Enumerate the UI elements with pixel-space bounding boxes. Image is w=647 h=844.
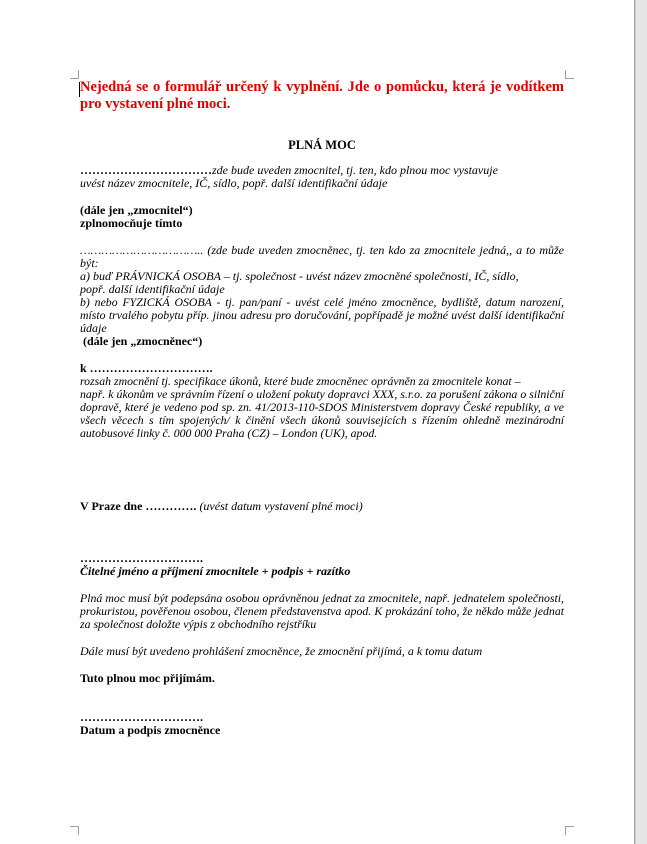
place-date-label: V Praze dne …………. — [80, 499, 197, 513]
scope-line-3: dopravě, které je vedeno pod sp. zn. 41/2013-110-SDOS Ministerstvem dopravy České republiky, a ve — [80, 400, 564, 414]
agent-hint: (zde bude uveden zmocněnec, tj. ten kdo za zmocnitele jedná,, a to může — [207, 243, 564, 257]
scope-line-5: autobusové linky č. 000 000 Praha (CZ) – London (UK), apod. — [80, 426, 378, 440]
principal-alias: (dále jen „zmocnitel“) — [80, 203, 193, 217]
principal-hint: zde bude uveden zmocnitel, tj. ten, kdo plnou moc vystavuje — [212, 163, 498, 177]
crop-mark-top-left — [70, 70, 79, 79]
document-title: PLNÁ MOC — [288, 138, 356, 152]
agent-option-a: a) buď PRÁVNICKÁ OSOBA – tj. společnost - uvést název zmocněné společnosti, IČ, sídlo, — [80, 269, 519, 283]
scope-line-4: všech věcech s tím spojených/ k činění všech úkonů souvisejících s řízením ohledně mezinárodní — [80, 413, 564, 427]
scrollbar-edge[interactable] — [636, 0, 647, 844]
place-date-line — [80, 500, 564, 513]
note1-line-3: za společnost doložte výpis z obchodního rejstříku — [80, 617, 317, 631]
agent-option-b-2: místo trvalého pobytu příp. jinou adresu pro doručování, popřípadě je možné uvést další identifikační — [80, 308, 564, 322]
scope-prefix: k …………………………. — [80, 361, 213, 375]
document-body[interactable] — [80, 79, 564, 737]
agent-signature-dots: …………………………. — [80, 710, 203, 724]
crop-mark-bottom-right — [565, 826, 574, 835]
agent-line — [80, 244, 564, 257]
note1-line-1: Plná moc musí být podepsána osobou oprávněnou jednat za zmocnitele, např. jednatelem společnosti, — [80, 591, 564, 605]
authorizes-text: zplnomocňuje tímto — [80, 216, 183, 230]
note2-text: Dále musí být uvedeno prohlášení zmocněnce, že zmocnění přijímá, a k tomu datum — [80, 644, 483, 658]
agent-signature-label: Datum a podpis zmocněnce — [80, 723, 221, 737]
agent-alias: (dále jen „zmocněnec“) — [83, 334, 203, 348]
agent-dots: …………………………….. — [80, 243, 204, 257]
agent-option-a-2: popř. další identifikační údaje — [80, 282, 225, 296]
agent-hint-2: být: — [80, 256, 99, 270]
crop-mark-bottom-left — [70, 826, 79, 835]
scope-line-2: např. k úkonům ve správním řízení o uložení pokuty dopravci XXX, s.r.o. za porušení zákona o silniční — [80, 387, 564, 401]
notice-text: Nejedná se o formulář určený k vyplnění. Jde o pomůcku, která je vodítkem pro vystavení plné moci. — [80, 79, 564, 112]
crop-mark-top-right — [565, 70, 574, 79]
principal-signature-dots: …………………………. — [80, 551, 203, 565]
note1-line-2: prokuristou, pověřenou osobou, členem představenstva apod. K prokázání toho, že někdo může jednat — [80, 604, 564, 618]
principal-hint-2: uvést název zmocnitele, IČ, sídlo, popř. další identifikační údaje — [80, 176, 388, 190]
agent-option-b-3: údaje — [80, 321, 107, 335]
principal-signature-label: Čitelné jméno a příjmení zmocnitele + podpis + razítko — [80, 564, 351, 578]
acceptance-text: Tuto plnou moc přijímám. — [80, 671, 215, 685]
principal-dots: …………………………… — [80, 163, 212, 177]
place-date-hint: (uvést datum vystavení plné moci) — [199, 499, 363, 513]
scope-line-1: rozsah zmocnění tj. specifikace úkonů, které bude zmocněnec oprávněn za zmocnitele konat – — [80, 374, 521, 388]
agent-option-b: b) nebo FYZICKÁ OSOBA - tj. pan/paní - uvést celé jméno zmocněnce, bydliště, datum narození, — [80, 295, 564, 309]
